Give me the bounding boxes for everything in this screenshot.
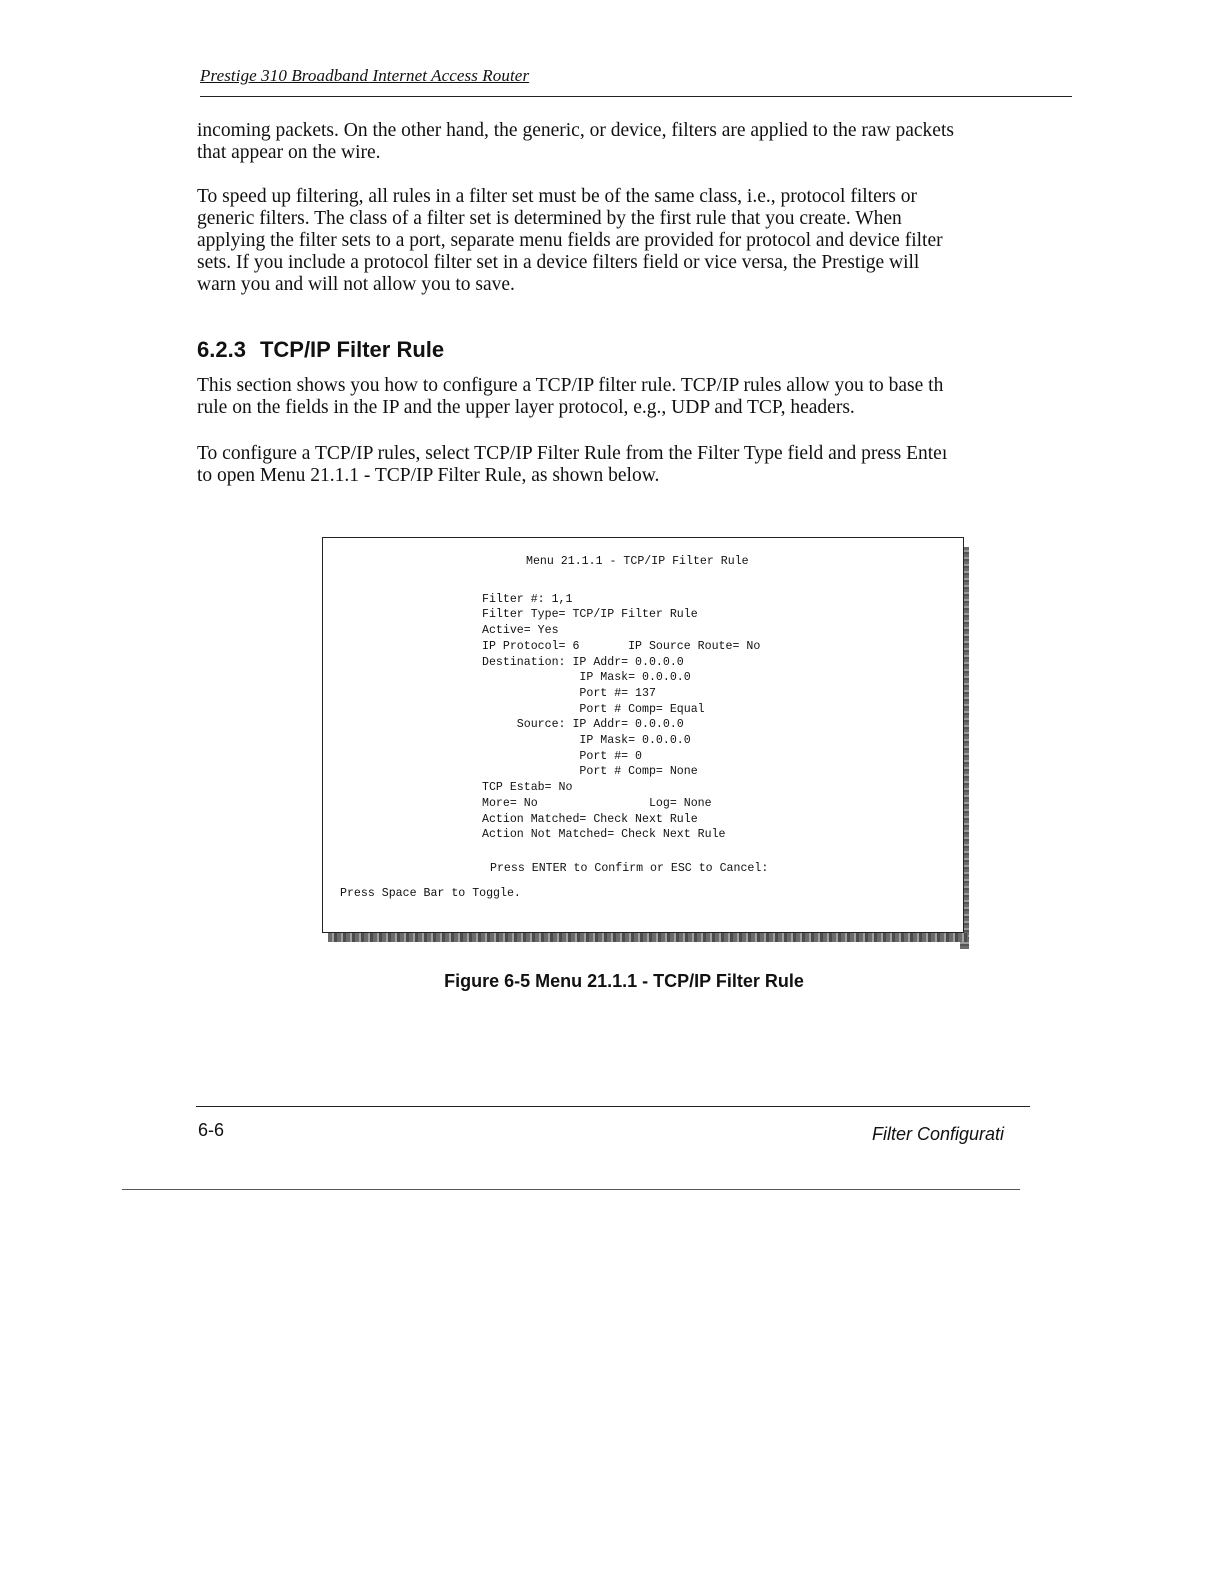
terminal-field-line: TCP Estab= No xyxy=(482,781,573,795)
text-line: To speed up filtering, all rules in a filter set must be of the same class, i.e., protocol filters or xyxy=(197,186,917,207)
terminal-field-line: More= No Log= None xyxy=(482,796,712,810)
footer-rule xyxy=(196,1106,1030,1107)
text-line: warn you and will not allow you to save. xyxy=(197,274,515,295)
terminal-field-line: Port # Comp= None xyxy=(482,765,698,779)
terminal-field-line: Port #= 0 xyxy=(482,749,643,763)
terminal-confirm-prompt: Press ENTER to Confirm or ESC to Cancel: xyxy=(490,862,769,875)
terminal-menu-title: Menu 21.1.1 - TCP/IP Filter Rule xyxy=(526,555,749,568)
running-header: Prestige 310 Broadband Internet Access Router xyxy=(200,66,530,85)
text-line: to open Menu 21.1.1 - TCP/IP Filter Rule, as shown below. xyxy=(197,465,660,486)
terminal-field-line: Port #= 137 xyxy=(482,686,656,700)
text-line: incoming packets. On the other hand, the generic, or device, filters are applied to the raw packets xyxy=(197,120,954,141)
header-rule xyxy=(200,96,1072,97)
terminal-field-line: Port # Comp= Equal xyxy=(482,702,705,716)
terminal-field-line: Action Matched= Check Next Rule xyxy=(482,812,698,826)
text-line: To configure a TCP/IP rules, select TCP/IP Filter Rule from the Filter Type field and press Enteı xyxy=(197,443,948,464)
text-line: applying the filter sets to a port, separate menu fields are provided for protocol and device filter xyxy=(197,230,943,251)
paragraph-speed-up-filtering xyxy=(197,186,1077,296)
scan-edge-line xyxy=(122,1189,1020,1190)
text-line: rule on the fields in the IP and the upper layer protocol, e.g., UDP and TCP, headers. xyxy=(197,397,855,418)
terminal-field-line: Action Not Matched= Check Next Rule xyxy=(482,828,726,842)
terminal-fields xyxy=(482,576,760,859)
paragraph-section-intro xyxy=(197,375,1077,419)
terminal-shadow-bottom xyxy=(328,933,968,942)
terminal-field-line: Filter #: 1,1 xyxy=(482,592,573,606)
terminal-field-line: Source: IP Addr= 0.0.0.0 xyxy=(482,718,684,732)
terminal-field-line: Filter Type= TCP/IP Filter Rule xyxy=(482,608,698,622)
figure-caption xyxy=(0,971,1224,992)
terminal-field-line: IP Protocol= 6 IP Source Route= No xyxy=(482,639,761,653)
terminal-field-line: Active= Yes xyxy=(482,624,559,638)
section-title: TCP/IP Filter Rule xyxy=(259,337,445,362)
text-line: that appear on the wire. xyxy=(197,142,381,163)
figure-caption-text: Figure 6-5 Menu 21.1.1 - TCP/IP Filter Rule xyxy=(444,971,804,991)
terminal-field-line: IP Mask= 0.0.0.0 xyxy=(482,671,691,685)
text-line: sets. If you include a protocol filter set in a device filters field or vice versa, the Prestige will xyxy=(197,252,920,273)
paragraph-configure-instructions xyxy=(197,443,1077,487)
text-line: generic filters. The class of a filter set is determined by the first rule that you create. When xyxy=(197,208,902,229)
section-heading xyxy=(197,337,444,363)
footer-section-title: Filter Configurati xyxy=(871,1124,1004,1144)
section-number: 6.2.3 xyxy=(197,337,246,362)
terminal-field-line: Destination: IP Addr= 0.0.0.0 xyxy=(482,655,684,669)
text-line: This section shows you how to configure a TCP/IP filter rule. TCP/IP rules allow you to base th xyxy=(197,375,944,396)
terminal-toggle-hint: Press Space Bar to Toggle. xyxy=(340,887,521,900)
terminal-field-line: IP Mask= 0.0.0.0 xyxy=(482,734,691,748)
page-number: 6-6 xyxy=(198,1120,225,1140)
paragraph-incoming-packets xyxy=(197,120,1077,164)
